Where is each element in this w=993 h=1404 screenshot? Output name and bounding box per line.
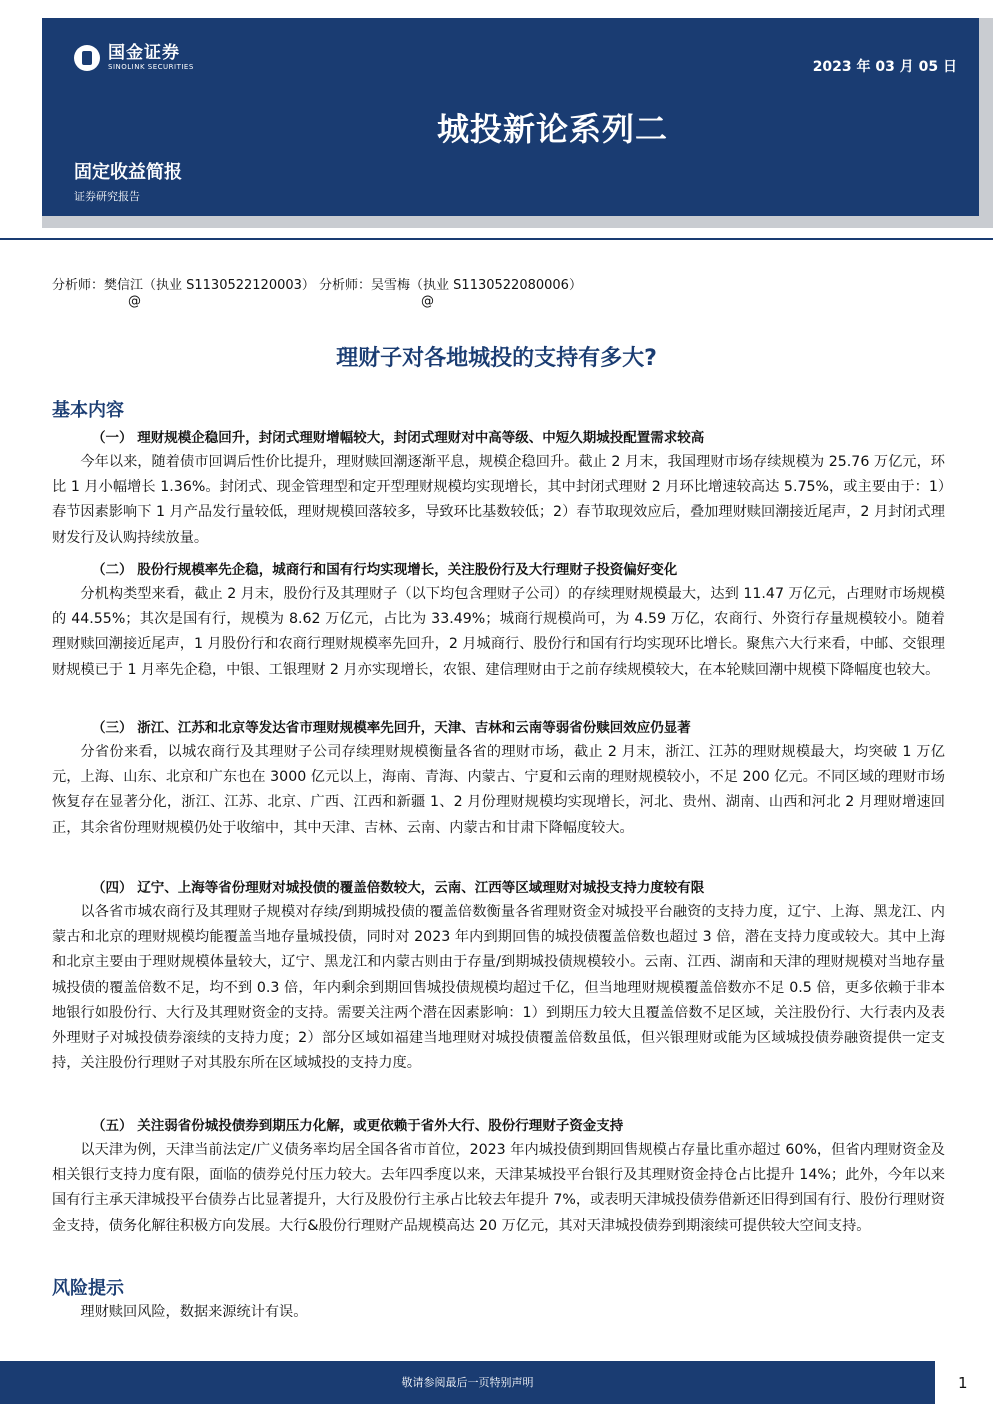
analyst-email-1[interactable]: @ <box>128 294 141 309</box>
report-type: 固定收益简报 <box>74 162 182 183</box>
report-date: 2023 年 03 月 05 日 <box>812 59 957 75</box>
paragraph-risk: 理财赎回风险，数据来源统计有误。 <box>80 1304 308 1320</box>
series-title: 城投新论系列二 <box>437 110 669 148</box>
report-subtype: 证券研究报告 <box>74 190 140 203</box>
sinolink-logo-icon <box>74 45 100 71</box>
analyst-email-2[interactable]: @ <box>421 294 434 309</box>
section-heading-basic: 基本内容 <box>52 400 124 421</box>
paragraph-4: 以各省市城农商行及其理财子规模对存续/到期城投债的覆盖倍数衡量各省理财资金对城投平台融资的支持力度，辽宁、上海、黑龙江、内蒙古和北京的理财规模均能覆盖当地存量城投债，同时对 2023 年内到期回售的城投债覆盖倍数也超过 3 倍，潜在支持力度或较大。其中上海和北京主要由于理财规模体量较大，辽宁、黑龙江和内蒙古则由于存量/到期城投债规模较小。云南、江西、湖南和天津的理财规模对当地存量城投债的覆盖倍数不足，均不到 0.3 倍，年内剩余到期回售城投债规模均超过千亿，但当地理财规模覆盖倍数亦不足 0.5 倍，更多依赖于非本地银行如股份行、大行及其理财资金的支持。需要关注两个潜在因素影响：1）到期压力较大且覆盖倍数不足区域，关注股份行、大行表内及表外理财子对城投债券滚续的支持力度；2）部分区域如福建当地理财对城投债覆盖倍数虽低，但兴银理财或能为区域城投债券融资提供一定支持，关注股份行理财子对其股东所在区域城投的支持力度。 <box>52 904 945 1072</box>
header-shadow <box>42 18 993 228</box>
logo-en-text: SINOLINK SECURITIES <box>108 63 194 71</box>
header-banner <box>42 18 979 216</box>
subsection-heading-3: （三） 浙江、江苏和北京等发达省市理财规模率先回升，天津、吉林和云南等弱省份赎回效应仍显著 <box>92 720 691 736</box>
paragraph-2: 分机构类型来看，截止 2 月末，股份行及其理财子（以下均包含理财子公司）的存续理财规模最大，达到 11.47 万亿元，占理财市场规模的 44.55%；其次是国有行，规模为 8.62 万亿元，占比为 33.49%；城商行规模尚可，为 4.59 万亿，农商行、外资行存量规模较小。随着理财赎回潮接近尾声，1 月股份行和农商行理财规模率先回升，2 月城商行、股份行和国有行均实现环比增长。聚焦六大行来看，中邮、交银理财规模已于 1 月率先企稳，中银、工银理财 2 月亦实现增长，农银、建信理财由于之前存续规模较大，在本轮赎回潮中规模下降幅度也较大。 <box>52 586 945 678</box>
analysts-line: 分析师：樊信江（执业 S1130522120003） 分析师：吴雪梅（执业 S1130522080006） <box>52 278 582 293</box>
paragraph-3: 分省份来看，以城农商行及其理财子公司存续理财规模衡量各省的理财市场，截止 2 月末，浙江、江苏的理财规模最大，均突破 1 万亿元，上海、山东、北京和广东也在 3000 亿元以上，海南、青海、内蒙古、宁夏和云南的理财规模较小，不足 200 亿元。不同区域的理财市场恢复存在显著分化，浙江、江苏、北京、广西、江西和新疆 1、2 月份理财规模均实现增长，河北、贵州、湖南、山西和河北 2 月理财增速回正，其余省份理财规模仍处于收缩中，其中天津、吉林、云南、内蒙古和甘肃下降幅度较大。 <box>52 744 945 836</box>
subsection-heading-5: （五） 关注弱省份城投债券到期压力化解，或更依赖于省外大行、股份行理财子资金支持 <box>92 1118 624 1134</box>
subsection-heading-1: （一） 理财规模企稳回升，封闭式理财增幅较大，封闭式理财对中高等级、中短久期城投配置需求较高 <box>92 430 705 446</box>
paragraph-5: 以天津为例，天津当前法定/广义债务率均居全国各省市首位，2023 年内城投债到期回售规模占存量比重亦超过 60%，但省内理财资金及相关银行支持力度有限，面临的债券兑付压力较大。去年四季度以来，天津某城投平台银行及其理财资金持仓占比提升 14%；此外，今年以来国有行主承天津城投平台债券占比显著提升，大行及股份行主承占比较去年提升 7%，或表明天津城投债券借新还旧得到国有行、股份行理财资金支持，债务化解往积极方向发展。大行&股份行理财产品规模高达 20 万亿元，其对天津城投债券到期滚续可提供较大空间支持。 <box>52 1142 945 1234</box>
company-logo <box>74 44 194 72</box>
logo-cn-text: 国金证券 <box>108 43 180 63</box>
subsection-heading-2: （二） 股份行规模率先企稳，城商行和国有行均实现增长，关注股份行及大行理财子投资偏好变化 <box>92 562 678 578</box>
footer-notice: 敬请参阅最后一页特别声明 <box>401 1376 534 1389</box>
paragraph-1: 今年以来，随着债市回调后性价比提升，理财赎回潮逐渐平息，规模企稳回升。截止 2 月末，我国理财市场存续规模为 25.76 万亿元，环比 1 月小幅增长 1.36%。封闭式、现金管理型和定开型理财规模均实现增长，其中封闭式理财 2 月环比增速较高达 5.75%，或主要由于：1）春节因素影响下 1 月产品发行量较低，理财规模回落较多，导致环比基数较低；2）春节取现效应后，叠加理财赎回潮接近尾声，2 月封闭式理财发行及认购持续放量。 <box>52 454 945 546</box>
page-number: 1 <box>958 1374 968 1392</box>
section-heading-risk: 风险提示 <box>52 1278 124 1299</box>
page-title: 理财子对各地城投的支持有多大? <box>336 346 657 371</box>
subsection-heading-4: （四） 辽宁、上海等省份理财对城投债的覆盖倍数较大，云南、江西等区域理财对城投支持力度较有限 <box>92 880 705 896</box>
header-divider <box>0 238 993 240</box>
